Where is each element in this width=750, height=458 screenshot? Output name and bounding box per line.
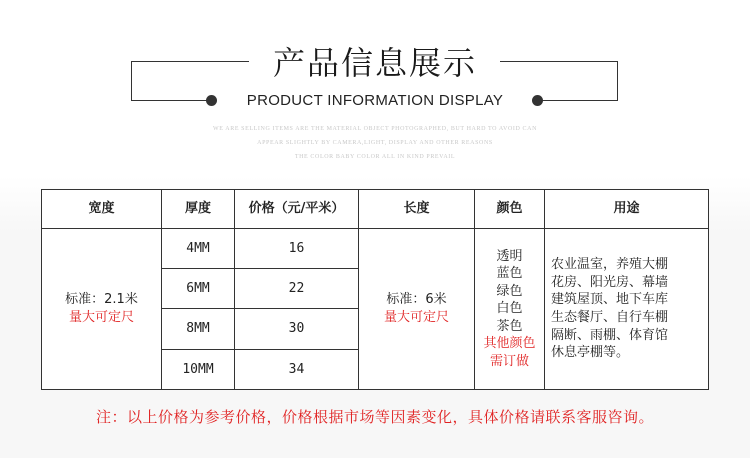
deco-line-left-top — [131, 61, 249, 62]
width-standard: 标准：2.1米 — [65, 292, 138, 308]
page-subtitle: PRODUCT INFORMATION DISPLAY — [246, 92, 504, 109]
usage-line: 农业温室，养殖大棚 — [551, 257, 669, 273]
color-item: 蓝色 — [496, 266, 523, 282]
price-cell: 16 — [235, 229, 359, 269]
thickness-cell: 6MM — [162, 269, 235, 309]
header-length: 长度 — [359, 190, 475, 229]
price-cell: 30 — [235, 309, 359, 349]
fine-print-line-1: WE ARE SELLING ITEMS ARE THE MATERIAL OBJECT PHOTOGRAPHED, BUT HARD TO AVOID CAN — [212, 126, 537, 132]
length-custom: 量大可定尺 — [383, 310, 449, 325]
width-custom: 量大可定尺 — [68, 310, 134, 325]
table-row — [42, 229, 709, 269]
usage-line: 休息亭棚等。 — [551, 345, 630, 361]
usage-line: 隔断、雨棚、体育馆 — [551, 327, 669, 343]
color-cell — [475, 229, 545, 390]
length-standard: 标准：6米 — [386, 292, 447, 308]
header-thickness: 厚度 — [162, 190, 235, 229]
color-item: 透明 — [496, 248, 523, 264]
color-note: 其他颜色 — [483, 336, 536, 352]
thickness-cell: 8MM — [162, 309, 235, 349]
fine-print-line-2: APPEAR SLIGHTLY BY CAMERA,LIGHT, DISPLAY AND OTHER REASONS — [257, 140, 493, 146]
color-note: 需订做 — [489, 353, 529, 369]
usage-line: 生态餐厅、自行车棚 — [551, 310, 669, 325]
thickness-cell: 4MM — [162, 229, 235, 269]
fine-print-line-3: THE COLOR BABY COLOR ALL IN KIND PREVAIL — [294, 154, 456, 160]
usage-cell — [545, 229, 709, 390]
header-width: 宽度 — [42, 190, 162, 229]
product-info-table — [41, 189, 709, 390]
usage-line: 花房、阳光房、幕墙 — [551, 274, 669, 290]
color-item: 绿色 — [496, 283, 523, 299]
thickness-cell: 10MM — [162, 349, 235, 389]
table-header-row — [42, 190, 709, 229]
header-color: 颜色 — [475, 190, 545, 229]
usage-line: 建筑屋顶、地下车库 — [551, 292, 669, 308]
header-price: 价格（元/平米） — [235, 190, 359, 229]
price-cell: 34 — [235, 349, 359, 389]
price-cell: 22 — [235, 269, 359, 309]
page-title: 产品信息展示 — [272, 44, 477, 82]
price-note: 注：以上价格为参考价格，价格根据市场等因素变化，具体价格请联系客服咨询。 — [95, 408, 654, 426]
deco-line-right-top — [500, 61, 617, 62]
header-usage: 用途 — [545, 190, 709, 229]
color-item: 茶色 — [496, 318, 523, 334]
color-item: 白色 — [496, 301, 523, 317]
length-cell — [359, 229, 475, 390]
width-cell — [42, 229, 162, 390]
